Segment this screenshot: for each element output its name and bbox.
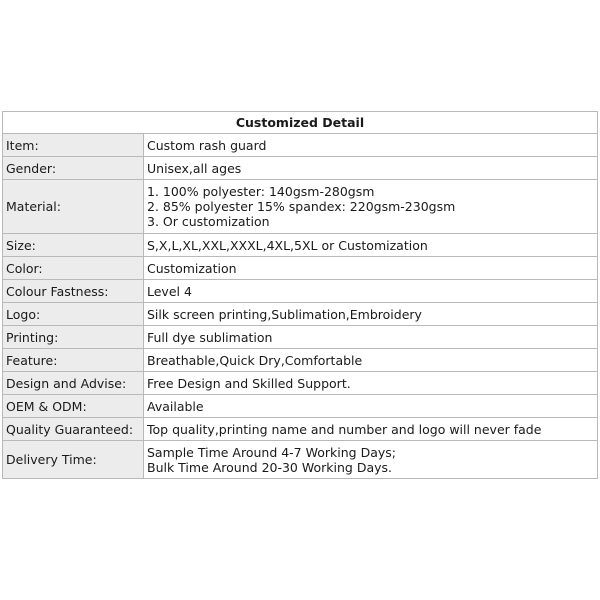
table-row <box>3 234 598 257</box>
row-label-delivery-time: Delivery Time: <box>3 441 144 479</box>
table-header-row <box>3 112 598 134</box>
row-value-size: S,X,L,XL,XXL,XXXL,4XL,5XL or Customization <box>144 234 598 257</box>
table-row <box>3 326 598 349</box>
table-row <box>3 280 598 303</box>
row-label-feature: Feature: <box>3 349 144 372</box>
table-row <box>3 441 598 479</box>
table-row <box>3 134 598 157</box>
row-label-colour-fastness: Colour Fastness: <box>3 280 144 303</box>
row-label-logo: Logo: <box>3 303 144 326</box>
row-value-color: Customization <box>144 257 598 280</box>
row-label-design-advise: Design and Advise: <box>3 372 144 395</box>
material-line-2: 2. 85% polyester 15% spandex: 220gsm-230gsm <box>147 199 456 214</box>
material-line-3: 3. Or customization <box>147 214 270 229</box>
row-value-design-advise: Free Design and Skilled Support. <box>144 372 598 395</box>
table-row <box>3 418 598 441</box>
row-value-logo: Silk screen printing,Sublimation,Embroidery <box>144 303 598 326</box>
table-row <box>3 257 598 280</box>
row-value-delivery-time <box>144 441 598 479</box>
row-label-gender: Gender: <box>3 157 144 180</box>
table-row <box>3 395 598 418</box>
row-label-oem-odm: OEM & ODM: <box>3 395 144 418</box>
row-value-item: Custom rash guard <box>144 134 598 157</box>
row-value-gender: Unisex,all ages <box>144 157 598 180</box>
table-row <box>3 303 598 326</box>
row-value-material <box>144 180 598 234</box>
row-value-printing: Full dye sublimation <box>144 326 598 349</box>
row-label-quality: Quality Guaranteed: <box>3 418 144 441</box>
row-value-colour-fastness: Level 4 <box>144 280 598 303</box>
row-value-oem-odm: Available <box>144 395 598 418</box>
delivery-line-1: Sample Time Around 4-7 Working Days; <box>147 444 396 460</box>
row-value-quality: Top quality,printing name and number and logo will never fade <box>144 418 598 441</box>
row-label-material: Material: <box>3 180 144 234</box>
row-value-feature: Breathable,Quick Dry,Comfortable <box>144 349 598 372</box>
table-row <box>3 372 598 395</box>
row-label-item: Item: <box>3 134 144 157</box>
table-row <box>3 180 598 234</box>
table-row <box>3 157 598 180</box>
table-row <box>3 349 598 372</box>
row-label-color: Color: <box>3 257 144 280</box>
spec-table <box>2 111 598 479</box>
row-label-size: Size: <box>3 234 144 257</box>
row-label-printing: Printing: <box>3 326 144 349</box>
delivery-line-2: Bulk Time Around 20-30 Working Days. <box>147 459 392 475</box>
table-title: Customized Detail <box>3 112 598 134</box>
material-line-1: 1. 100% polyester: 140gsm-280gsm <box>147 184 375 199</box>
